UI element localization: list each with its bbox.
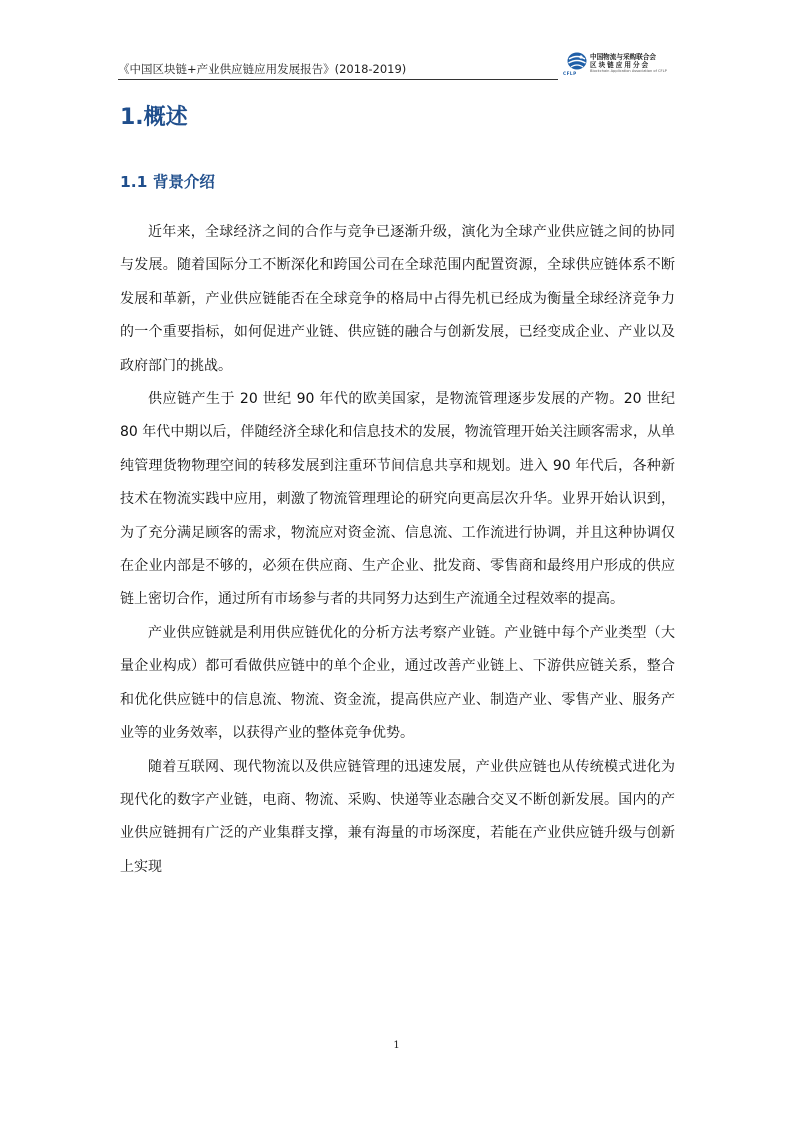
- chapter-heading: 1.概述: [120, 105, 188, 130]
- paragraph: 随着互联网、现代物流以及供应链管理的迅速发展，产业供应链也从传统模式进化为现代化的数字产业链，电商、物流、采购、快递等业态融合交叉不断创新发展。国内的产业供应链拥有广泛的产业集群支撑，兼有海量的市场深度，若能在产业供应链升级与创新上实现: [120, 758, 675, 875]
- paragraph: 供应链产生于 20 世纪 90 年代的欧美国家，是物流管理逐步发展的产物。20 世纪 80 年代中期以后，伴随经济全球化和信息技术的发展，物流管理开始关注顾客需求，从单纯管理货物物理空间的转移发展到注重环节间信息共享和规划。进入 90 年代后，各种新技术在物流实践中应用，刺激了物流管理理论的研究向更高层次升华。业界开始认识到，为了充分满足顾客的需求，物流应对资金流、信息流、工作流进行协调，并且这种协调仅在企业内部是不够的，必须在供应商、生产企业、批发商、零售商和最终用户形成的供应链上密切合作，通过所有市场参与者的共同努力达到生产流通全过程效率的提高。: [120, 391, 675, 608]
- header-divider: [118, 79, 558, 80]
- logo-text: [590, 53, 678, 74]
- page-number: 1: [393, 1040, 400, 1051]
- logo-abbreviation: CFLP: [563, 71, 577, 76]
- body-text: [120, 216, 675, 884]
- association-logo: [563, 52, 678, 78]
- logo-line-3: Blockchain Application Association of CFLP: [590, 69, 667, 73]
- paragraph: 近年来，全球经济之间的合作与竞争已逐渐升级，演化为全球产业供应链之间的协同与发展。随着国际分工不断深化和跨国公司在全球范围内配置资源，全球供应链体系不断发展和革新，产业供应链能否在全球竞争的格局中占得先机已经成为衡量全球经济竞争力的一个重要指标，如何促进产业链、供应链的融合与创新发展，已经变成企业、产业以及政府部门的挑战。: [120, 224, 675, 374]
- section-heading: 1.1 背景介绍: [120, 173, 215, 191]
- logo-line-1: 中国物流与采购联合会: [590, 53, 656, 61]
- logo-line-2: 区块链应用分会: [590, 61, 651, 69]
- page-header: [118, 50, 676, 82]
- report-title: 《中国区块链+产业供应链应用发展报告》(2018-2019): [118, 62, 407, 76]
- paragraph: 产业供应链就是利用供应链优化的分析方法考察产业链。产业链中每个产业类型（大量企业构成）都可看做供应链中的单个企业，通过改善产业链上、下游供应链关系，整合和优化供应链中的信息流、物流、资金流，提高供应产业、制造产业、零售产业、服务产业等的业务效率，以获得产业的整体竞争优势。: [120, 624, 675, 742]
